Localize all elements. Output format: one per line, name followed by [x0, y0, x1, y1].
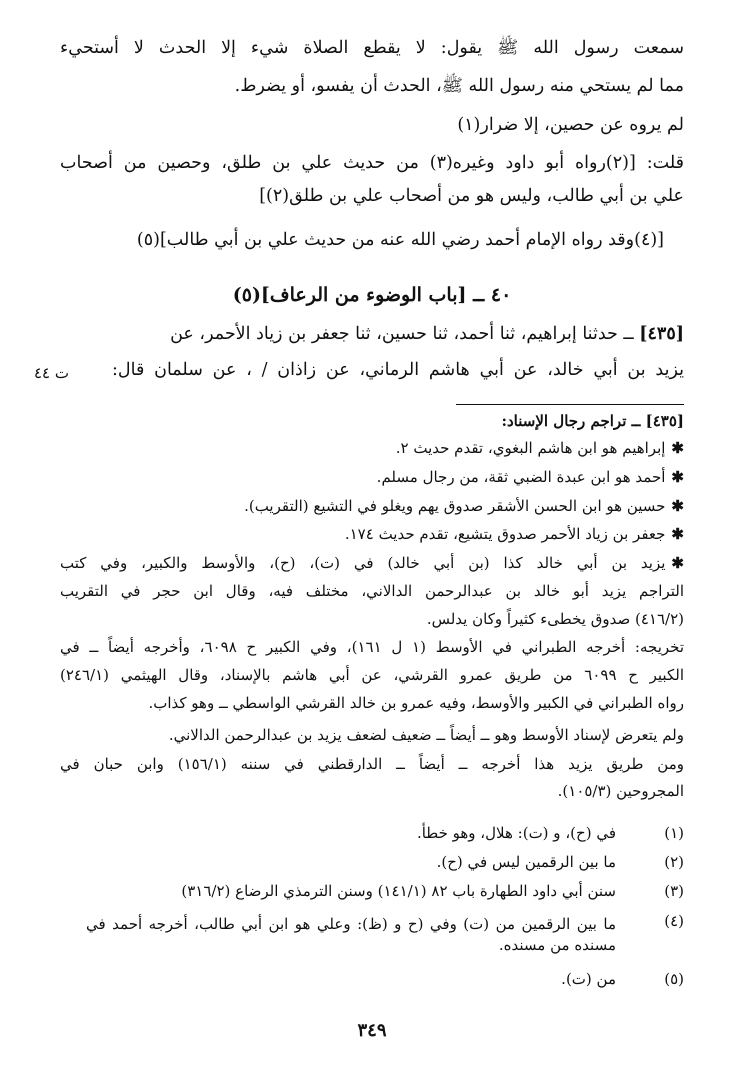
page-number: ٣٤٩ — [357, 1020, 387, 1041]
takhrij-line-6: المجروحين (١٠٥/٣). — [557, 782, 684, 800]
main-text-line-5: علي بن أبي طالب، وليس هو من أصحاب علي بن طلق(٢)] — [259, 186, 684, 206]
hadith-line-1-text: ــ حدثنا إبراهيم، ثنا أحمد، ثنا حسين، ثنا جعفر بن زياد الأحمر، عن — [170, 324, 634, 344]
notes-separator — [456, 404, 684, 405]
hadith-number: [٤٣٥] — [639, 324, 684, 344]
footnote-number: (٥) — [664, 970, 684, 988]
narrator-note-1: ✱إبراهيم هو ابن هاشم البغوي، تقدم حديث ٢. — [395, 439, 684, 457]
footnote-text: من (ت). — [561, 970, 616, 988]
main-text-line-1: سمعت رسول الله ﷺ يقول: لا يقطع الصلاة شيء إلا الحدث لا أستحيء — [60, 38, 684, 58]
asterisk-bullet-icon: ✱ — [671, 525, 684, 543]
footnote-text: في (ح)، و (ت): هلال، وهو خطأ. — [416, 824, 616, 842]
asterisk-bullet-icon: ✱ — [671, 554, 684, 572]
narrator-note-3: ✱حسين هو ابن الحسن الأشقر صدوق يهم ويغلو في التشيع (التقريب). — [244, 497, 684, 515]
takhrij-line-2: الكبير ح ٦٠٩٩ من طريق عمرو القرشي، عن أبي هاشم بالإسناد، وقال الهيثمي (٢٤٦/١) — [60, 666, 684, 684]
takhrij-line-5: ومن طريق يزيد هذا أخرجه ــ أيضاً ــ الدارقطني في سننه (١٥٦/١) وابن حبان في — [60, 755, 684, 773]
yazid-note-line-2: التراجم يزيد أبو خالد بن عبدالرحمن الدالاني، مختلف فيه، وقال ابن حجر في التقريب — [60, 582, 684, 600]
narrator-note-4: ✱جعفر بن زياد الأحمر صدوق يتشيع، تقدم حديث ١٧٤. — [344, 525, 684, 543]
asterisk-bullet-icon: ✱ — [671, 497, 684, 515]
main-text-line-2: مما لم يستحي منه رسول الله ﷺ، الحدث أن يفسو، أو يضرط. — [234, 76, 684, 96]
footnote-text: ما بين الرقمين ليس في (ح). — [436, 853, 616, 871]
footnote-number: (٤) — [664, 912, 684, 930]
yazid-note-line-3: (٤١٦/٢) صدوق يخطىء كثيراً وكان يدلس. — [426, 610, 684, 628]
footnote-text: سنن أبي داود الطهارة باب ٨٢ (١٤١/١) وسنن الترمذي الرضاع (٣١٦/٢) — [181, 882, 616, 900]
manuscript-page-note: ت ٤٤ — [34, 364, 70, 382]
footnote-text: ما بين الرقمين من (ت) وفي (ح و (ظ): وعلي هو ابن أبي طالب، أخرجه أحمد في مسنده من مسنده. — [86, 915, 616, 954]
footnote-number: (٣) — [664, 882, 684, 900]
footnote-number: (١) — [664, 824, 684, 842]
takhrij-line-1: تخريجه: أخرجه الطبراني في الأوسط (١ ل ١٦١)، وفي الكبير ح ٦٠٩٨، وأخرجه أيضاً ــ في — [60, 638, 685, 656]
asterisk-bullet-icon: ✱ — [671, 439, 684, 457]
asterisk-bullet-icon: ✱ — [671, 468, 684, 486]
hadith-line-1 — [60, 326, 684, 344]
footnote-number: (٢) — [664, 853, 684, 871]
notes-header: [٤٣٥] ــ تراجم رجال الإسناد: — [501, 412, 684, 430]
yazid-note-line-1: ✱يزيد بن أبي خالد كذا (بن أبي خالد) في (ت)، (ح)، والأوسط والكبير، وفي كتب — [60, 554, 684, 572]
hadith-line-2: يزيد بن أبي خالد، عن أبي هاشم الرماني، عن زاذان / ، عن سلمان قال: — [112, 360, 684, 380]
section-heading: ٤٠ ــ [باب الوضوء من الرعاف](٥) — [232, 284, 512, 306]
narrator-note-2: ✱أحمد هو ابن عبدة الضبي ثقة، من رجال مسلم. — [376, 468, 684, 486]
takhrij-line-3: رواه الطبراني في الكبير والأوسط، وفيه عمرو بن خالد القرشي الواسطي ــ وهو كذاب. — [148, 694, 684, 712]
takhrij-line-4: ولم يتعرض لإسناد الأوسط وهو ــ أيضاً ــ ضعيف لضعف يزيد بن عبدالرحمن الدالاني. — [168, 726, 684, 744]
main-text-line-3: لم يروه عن حصين، إلا ضرار(١) — [457, 115, 684, 135]
main-text-line-6: [(٤)وقد رواه الإمام أحمد رضي الله عنه من حديث علي بن أبي طالب](٥) — [136, 230, 664, 250]
main-text-line-4: قلت: [(٢)رواه أبو داود وغيره(٣) من حديث علي بن طلق، وحصين من أصحاب — [60, 153, 684, 173]
